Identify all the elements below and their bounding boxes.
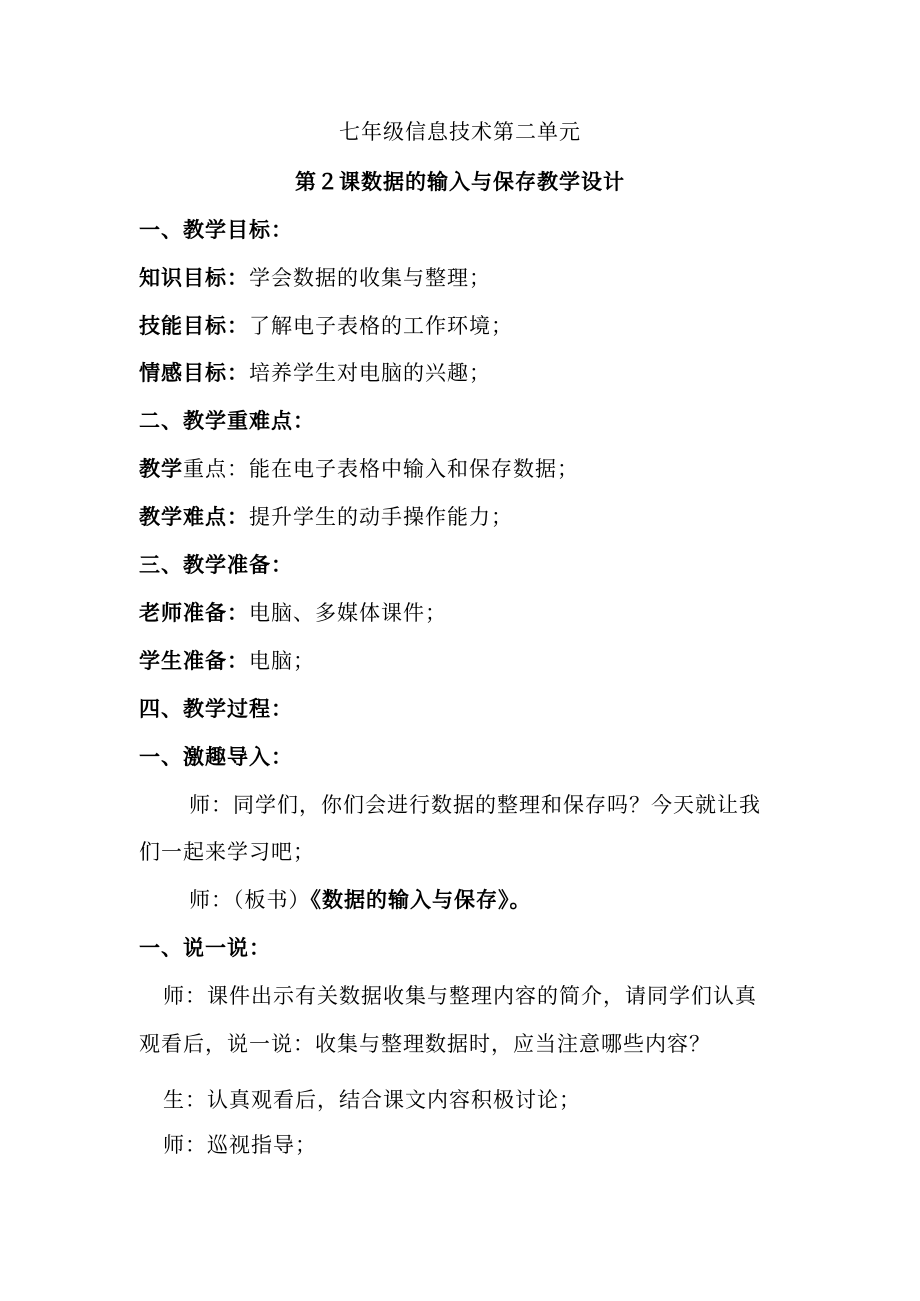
intro-paragraph-line-2: 们一起来学习吧； (139, 840, 315, 864)
process-heading: 四、教学过程： (139, 696, 293, 721)
emotion-objective (139, 359, 491, 387)
skill-objective (139, 312, 513, 340)
talk-paragraph-line-2: 观看后，说一说：收集与整理数据时，应当注意哪些内容？ (139, 1032, 711, 1056)
student-prep-text: 电脑； (249, 649, 315, 673)
board-writing-prefix: 师：（板书） (189, 888, 311, 912)
focus-label-normal: 重点： (183, 457, 249, 481)
board-writing-title: 《数据的输入与保存》。 (310, 887, 532, 912)
skill-text: 了解电子表格的工作环境； (249, 314, 513, 338)
focus-text: 能在电子表格中输入和保存数据； (249, 457, 579, 481)
knowledge-text: 学会数据的收集与整理； (249, 266, 491, 290)
objectives-heading: 一、教学目标： (139, 217, 293, 242)
talk-heading: 一、说一说： (139, 935, 271, 960)
title-line-1: 七年级信息技术第二单元 (339, 120, 581, 144)
teacher-prep-text: 电脑、多媒体课件； (249, 601, 447, 625)
student-prep (139, 647, 315, 675)
teaching-focus (139, 455, 579, 483)
difficulty-text: 提升学生的动手操作能力； (249, 505, 513, 529)
emotion-text: 培养学生对电脑的兴趣； (249, 361, 491, 385)
teacher-prep-label: 老师准备： (139, 600, 249, 625)
emotion-label: 情感目标： (139, 360, 249, 385)
intro-board-writing (189, 886, 532, 914)
intro-heading: 一、激趣导入： (139, 744, 293, 769)
talk-student-activity: 生：认真观看后，结合课文内容积极讨论； (163, 1088, 581, 1112)
keypoints-heading: 二、教学重难点： (139, 408, 315, 433)
intro-paragraph-line-1: 师：同学们，你们会进行数据的整理和保存吗？今天就让我 (189, 793, 761, 817)
talk-paragraph-line-1: 师：课件出示有关数据收集与整理内容的简介，请同学们认真 (163, 984, 757, 1008)
teacher-prep (139, 599, 447, 627)
prep-heading: 三、教学准备： (139, 552, 293, 577)
knowledge-label: 知识目标： (139, 265, 249, 290)
difficulty-label: 教学难点： (139, 504, 249, 529)
talk-teacher-guidance: 师：巡视指导； (163, 1133, 317, 1157)
teaching-difficulty (139, 503, 513, 531)
title-line-2: 第２课数据的输入与保存教学设计 (295, 169, 625, 194)
focus-label-bold: 教学 (139, 456, 183, 481)
knowledge-objective (139, 264, 491, 292)
skill-label: 技能目标： (139, 313, 249, 338)
student-prep-label: 学生准备： (139, 648, 249, 673)
